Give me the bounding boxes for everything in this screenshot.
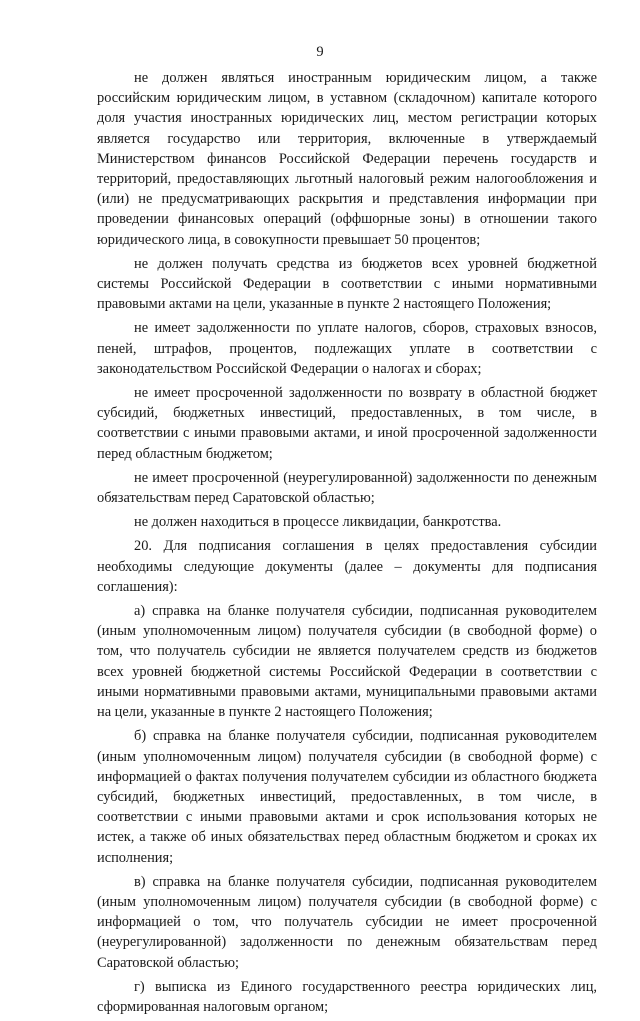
page-number: 9 [316, 44, 324, 60]
paragraph-clause-20: 20. Для подписания соглашения в целях предоставления субсидии необходимы следующие документы (далее – документы для подписания соглашения): [97, 538, 597, 595]
paragraph-item-g: г) выписка из Единого государственного реестра юридических лиц, сформированная налоговым органом; [97, 978, 597, 1015]
paragraph-requirement-not-foreign-entity: не должен являться иностранным юридическим лицом, а также российским юридическим лицом, в уставном (складочном) капитале которого доля участия иностранных юридических лиц, местом регистрации которых является государство или территория, включенные в утверждаемый Министерством финансов Российской Федерации перечень государств и территорий, предоставляющих льготный налоговый режим налогообложения и (или) не предусматривающих раскрытия и представления информации при проведении финансовых операций (оффшорные зоны) в отношении такого юридического лица, в совокупности превышает 50 процентов; [97, 70, 597, 248]
document-body [97, 68, 597, 1021]
paragraph-requirement-no-overdue-obligations: не имеет просроченной (неурегулированной) задолженности по денежным обязательствам перед Саратовской областью; [97, 469, 597, 507]
paragraph-requirement-no-overdue-budget-debt: не имеет просроченной задолженности по возврату в областной бюджет субсидий, бюджетных инвестиций, предоставленных, в том числе, в соответствии с иными правовыми актами, и иной просроченной задолженности перед областным бюджетом; [97, 385, 597, 462]
paragraph-requirement-not-in-liquidation: не должен находиться в процессе ликвидации, банкротства. [134, 514, 502, 531]
paragraph-requirement-no-tax-debt: не имеет задолженности по уплате налогов, сборов, страховых взносов, пеней, штрафов, процентов, подлежащих уплате в соответствии с законодательством Российской Федерации о налогах и сборах; [97, 320, 597, 377]
paragraph-item-a: а) справка на бланке получателя субсидии, подписанная руководителем (иным уполномоченным лицом) получателя субсидии (в свободной форме) о том, что получатель субсидии не является получателем средств из бюджетов всех уровней бюджетной системы Российской Федерации в соответствии с иными нормативными правовыми актами, муниципальными правовыми актами на цели, указанные в пункте 2 настоящего Положения; [97, 603, 597, 721]
paragraph-requirement-no-other-budget-funds: не должен получать средства из бюджетов всех уровней бюджетной системы Российской Федерации в соответствии с иными нормативными правовыми актами на цели, указанные в пункте 2 настоящего Положения; [97, 255, 597, 313]
paragraph-item-v: в) справка на бланке получателя субсидии, подписанная руководителем (иным уполномоченным лицом) получателя субсидии (в свободной форме) с информацией о том, что получатель субсидии не имеет просроченной (неурегулированной) задолженности по денежным обязательствам перед Саратовской областью; [97, 873, 597, 971]
paragraph-item-b: б) справка на бланке получателя субсидии, подписанная руководителем (иным уполномоченным лицом) получателя субсидии (в свободной форме) с информацией о фактах получения получателем субсидии из областного бюджета субсидий, бюджетных инвестиций, предоставленных, в том числе, в соответствии с иными правовыми актами и срок использования которых не истек, а также об иных обязательствах перед областным бюджетом и сроках их исполнения; [97, 728, 597, 866]
